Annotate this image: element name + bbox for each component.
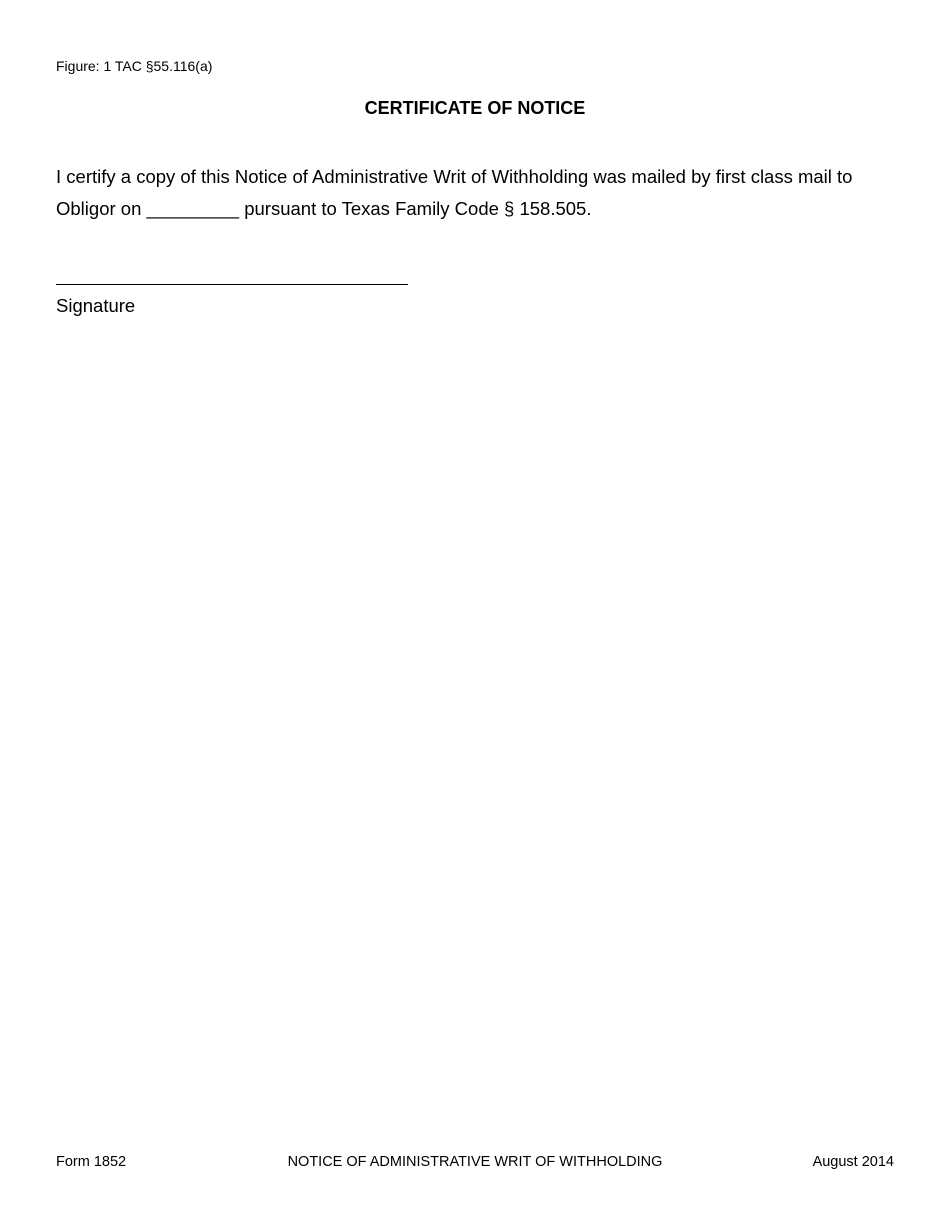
figure-reference: Figure: 1 TAC §55.116(a) (56, 58, 213, 74)
footer-document-name: NOTICE OF ADMINISTRATIVE WRIT OF WITHHOLDING (287, 1154, 663, 1170)
footer-date: August 2014 (812, 1154, 894, 1170)
certification-paragraph (56, 161, 886, 225)
page-title: CERTIFICATE OF NOTICE (364, 98, 586, 118)
footer-form-number: Form 1852 (56, 1154, 127, 1170)
signature-label: Signature (56, 295, 136, 316)
page-footer (56, 1152, 894, 1174)
certification-line-2: Obligor on _________ pursuant to Texas Family Code § 158.505. (56, 198, 592, 219)
certification-line-1: I certify a copy of this Notice of Administrative Writ of Withholding was mailed by first class mail to (56, 166, 853, 187)
signature-line (56, 284, 408, 285)
